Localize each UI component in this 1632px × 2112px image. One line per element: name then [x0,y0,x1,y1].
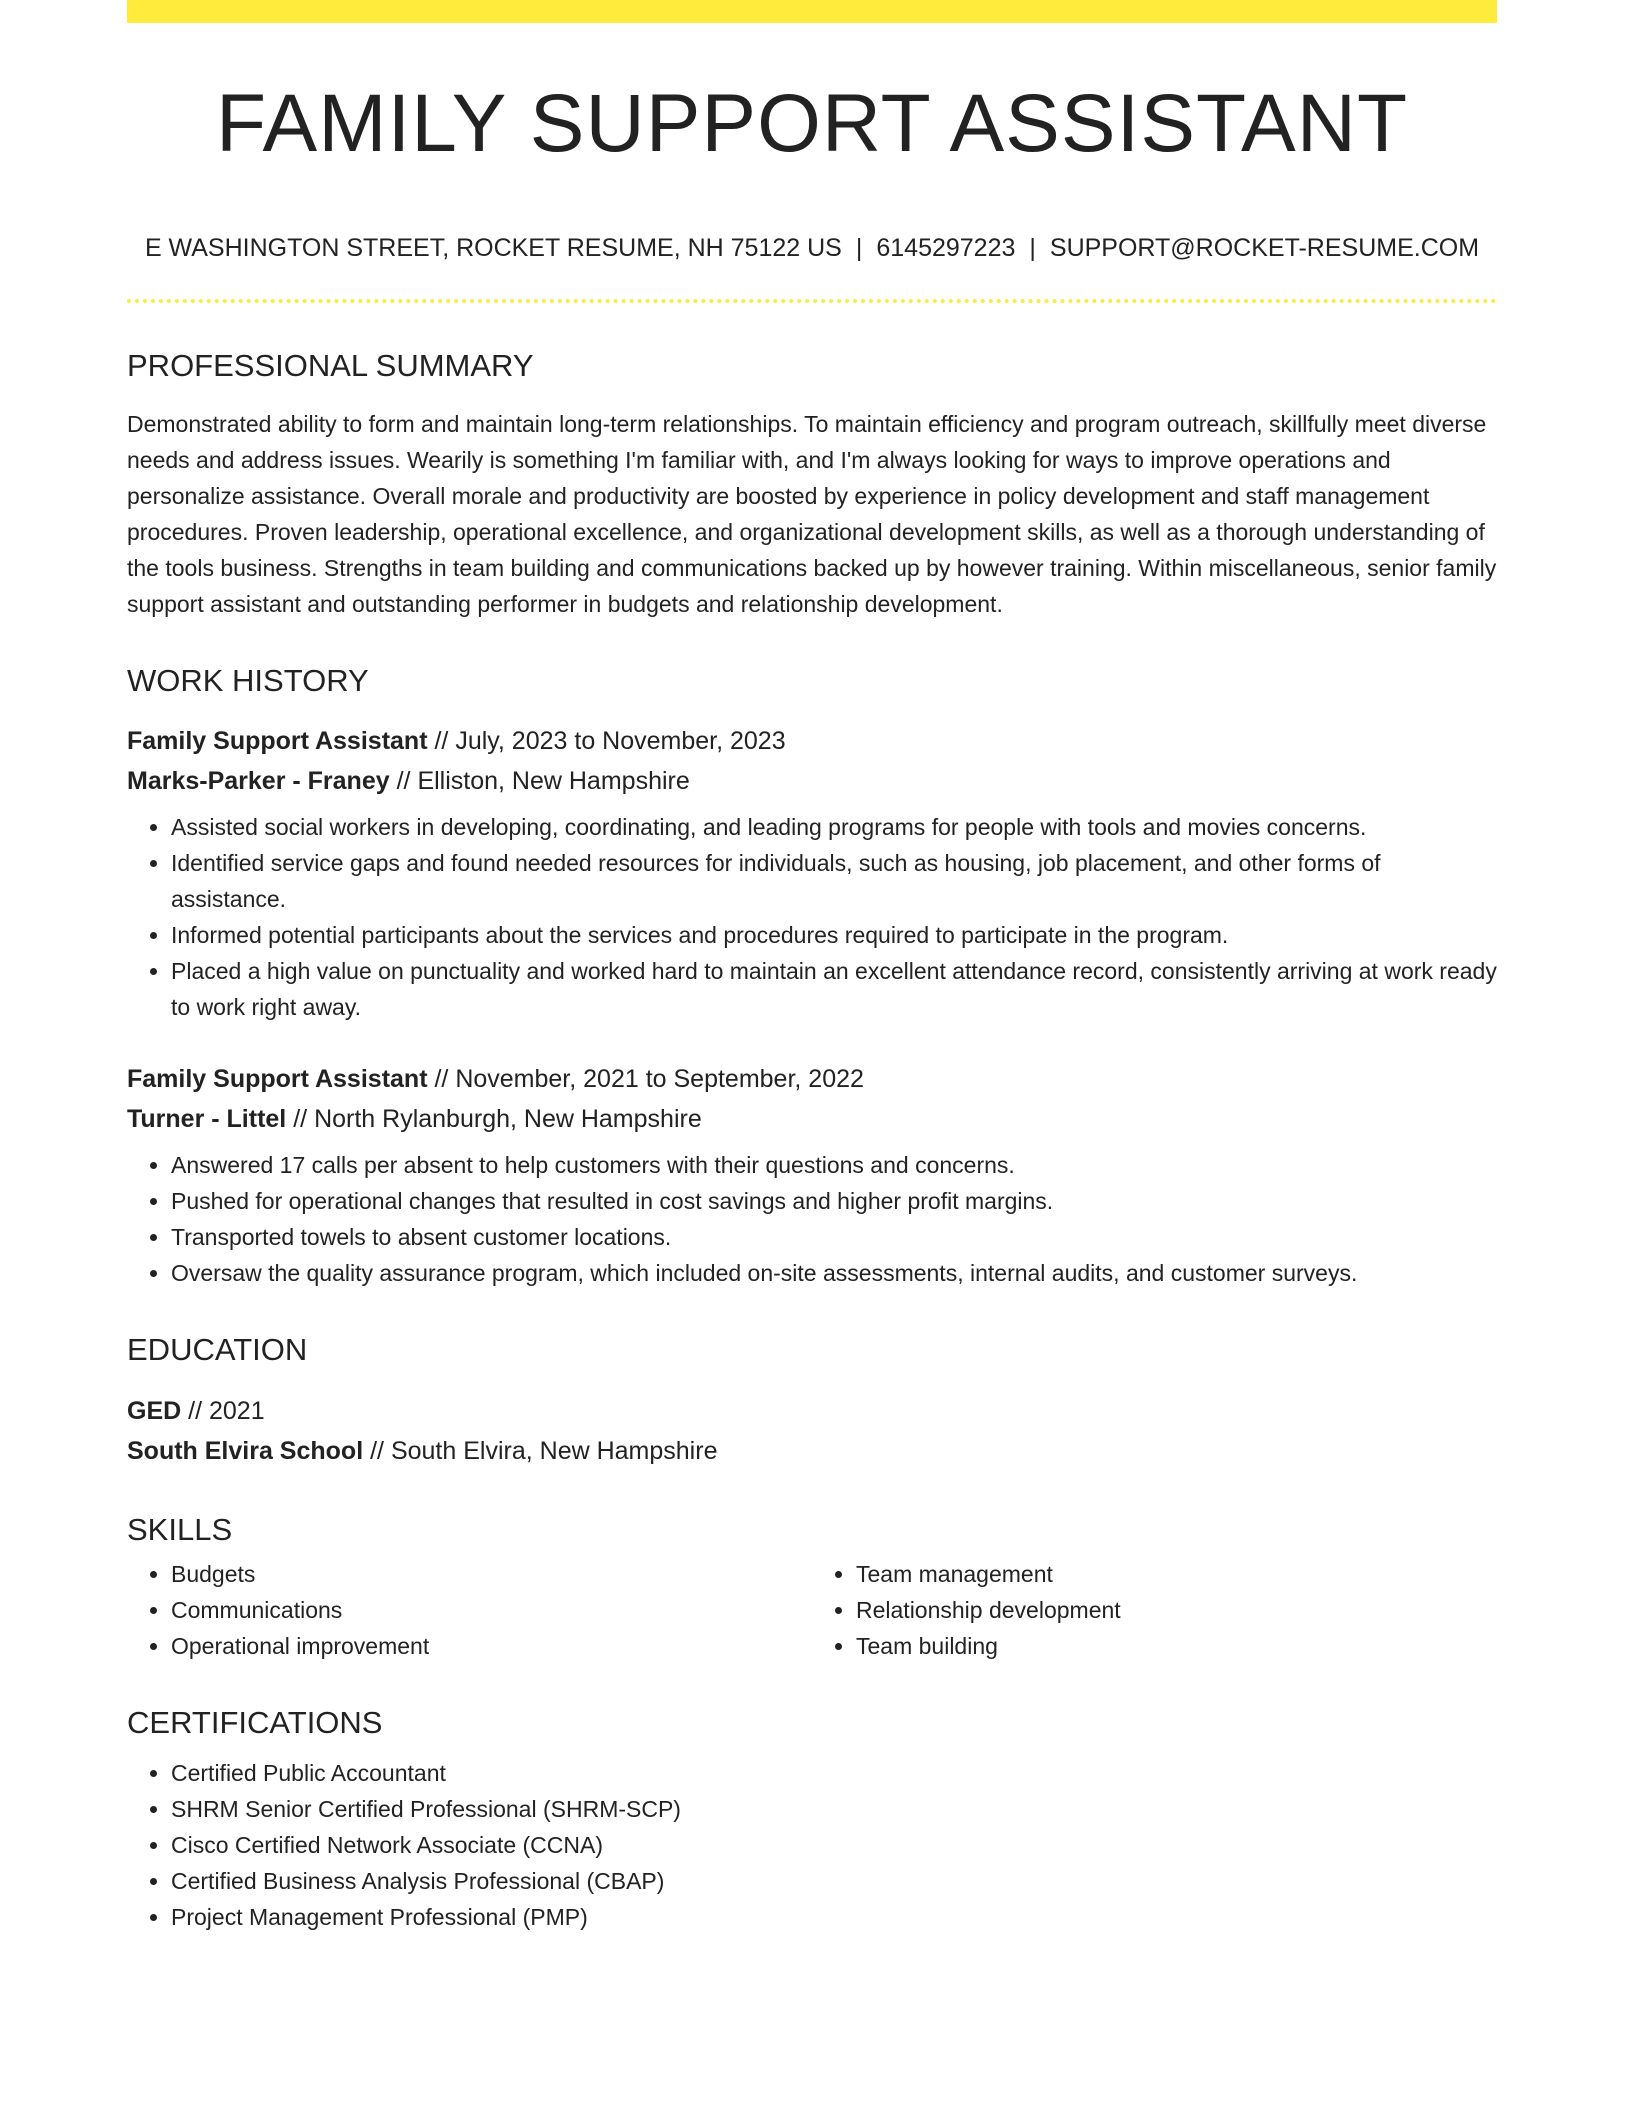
job-bullets [127,809,1497,1025]
contact-address: E WASHINGTON STREET, ROCKET RESUME, NH 75122 US [144,234,842,262]
job-role: Family Support Assistant [127,727,428,756]
line-separator: // [427,1065,456,1094]
job-company-line [127,761,1497,801]
line-separator: // [427,727,456,756]
job-company: Marks-Parker - Franey [127,767,390,796]
work-history-title: WORK HISTORY [127,663,369,699]
skills-columns [127,1556,1497,1664]
contact-separator: | [855,234,863,262]
skill-item: • Budgets [171,1556,812,1592]
line-separator: // [181,1396,209,1425]
education-entry [127,1391,1497,1471]
job-dates: November, 2021 to September, 2022 [455,1065,864,1094]
certification-item: • SHRM Senior Certified Professional (SHRM-SCP) [171,1791,1497,1827]
job-company-line [127,1099,1497,1139]
job-entry [127,721,1497,1025]
skills-title: SKILLS [127,1511,233,1547]
degree-year: 2021 [208,1396,265,1425]
certification-item: • Project Management Professional (PMP) [171,1899,1497,1935]
job-location: Elliston, New Hampshire [417,767,690,796]
line-separator: // [363,1436,391,1465]
degree: GED [127,1396,182,1425]
job-bullet: • Answered 17 calls per absent to help customers with their questions and concerns. [171,1147,1497,1183]
certification-item: • Cisco Certified Network Associate (CCNA) [171,1827,1497,1863]
top-accent-bar [127,0,1497,23]
job-bullet: • Informed potential participants about the services and procedures required to participate in the program. [171,917,1497,953]
certification-item: • Certified Public Accountant [171,1755,1497,1791]
job-location: North Rylanburgh, New Hampshire [314,1105,702,1134]
school-line [127,1431,1497,1471]
contact-separator: | [1029,234,1036,262]
job-bullet: • Placed a high value on punctuality and worked hard to maintain an excellent attendance record, consistently arriving at work ready to work right away. [171,953,1497,1025]
contact-phone: 6145297223 [876,234,1016,262]
skills-right-list [812,1556,1497,1664]
job-bullet: • Pushed for operational changes that resulted in cost savings and higher profit margins. [171,1183,1497,1219]
job-bullet: • Identified service gaps and found needed resources for individuals, such as housing, job placement, and other forms of assistance. [171,845,1497,917]
school-location: South Elvira, New Hampshire [390,1436,718,1465]
contact-email: SUPPORT@ROCKET-RESUME.COM [1049,234,1480,262]
job-bullet: • Transported towels to absent customer locations. [171,1219,1497,1255]
line-separator: // [286,1105,315,1134]
job-company: Turner - Littel [127,1105,287,1134]
line-separator: // [389,767,418,796]
skill-item: • Team management [856,1556,1497,1592]
skill-item: • Team building [856,1628,1497,1664]
dotted-divider [127,299,1497,303]
degree-line [127,1391,1497,1431]
skills-left-list [127,1556,812,1664]
summary-title: PROFESSIONAL SUMMARY [127,348,534,383]
education-title: EDUCATION [127,1332,308,1368]
skill-item: • Operational improvement [171,1628,812,1664]
certifications-title: CERTIFICATIONS [127,1704,383,1740]
contact-line [127,233,1497,263]
skill-item: • Relationship development [856,1592,1497,1628]
job-role: Family Support Assistant [127,1065,428,1094]
certification-item: • Certified Business Analysis Professional (CBAP) [171,1863,1497,1899]
job-title-line [127,1059,1497,1099]
job-dates: July, 2023 to November, 2023 [455,727,786,756]
job-bullets [127,1147,1497,1291]
summary-text: Demonstrated ability to form and maintain long-term relationships. To maintain efficiency and program outreach, skillfully meet diverse needs and address issues. Wearily is something I'm familiar with, and I'm always looking for ways to improve operations and personalize assistance. Overall morale and productivity are boosted by experience in policy development and staff management procedures. Proven leadership, operational excellence, and organizational development skills, as well as a thorough understanding of the tools business. Strengths in team building and communications backed up by however training. Within miscellaneous, senior family support assistant and outstanding performer in budgets and relationship development. [127,411,1497,618]
certifications-list [127,1755,1497,1935]
school-name: South Elvira School [127,1436,364,1465]
resume-page [127,0,1497,1935]
skill-item: • Communications [171,1592,812,1628]
resume-name: FAMILY SUPPORT ASSISTANT [215,78,1409,169]
job-entry [127,1059,1497,1291]
job-bullet: • Oversaw the quality assurance program, which included on-site assessments, internal audits, and customer surveys. [171,1255,1497,1291]
job-title-line [127,721,1497,761]
job-bullet: • Assisted social workers in developing, coordinating, and leading programs for people with tools and movies concerns. [171,809,1497,845]
